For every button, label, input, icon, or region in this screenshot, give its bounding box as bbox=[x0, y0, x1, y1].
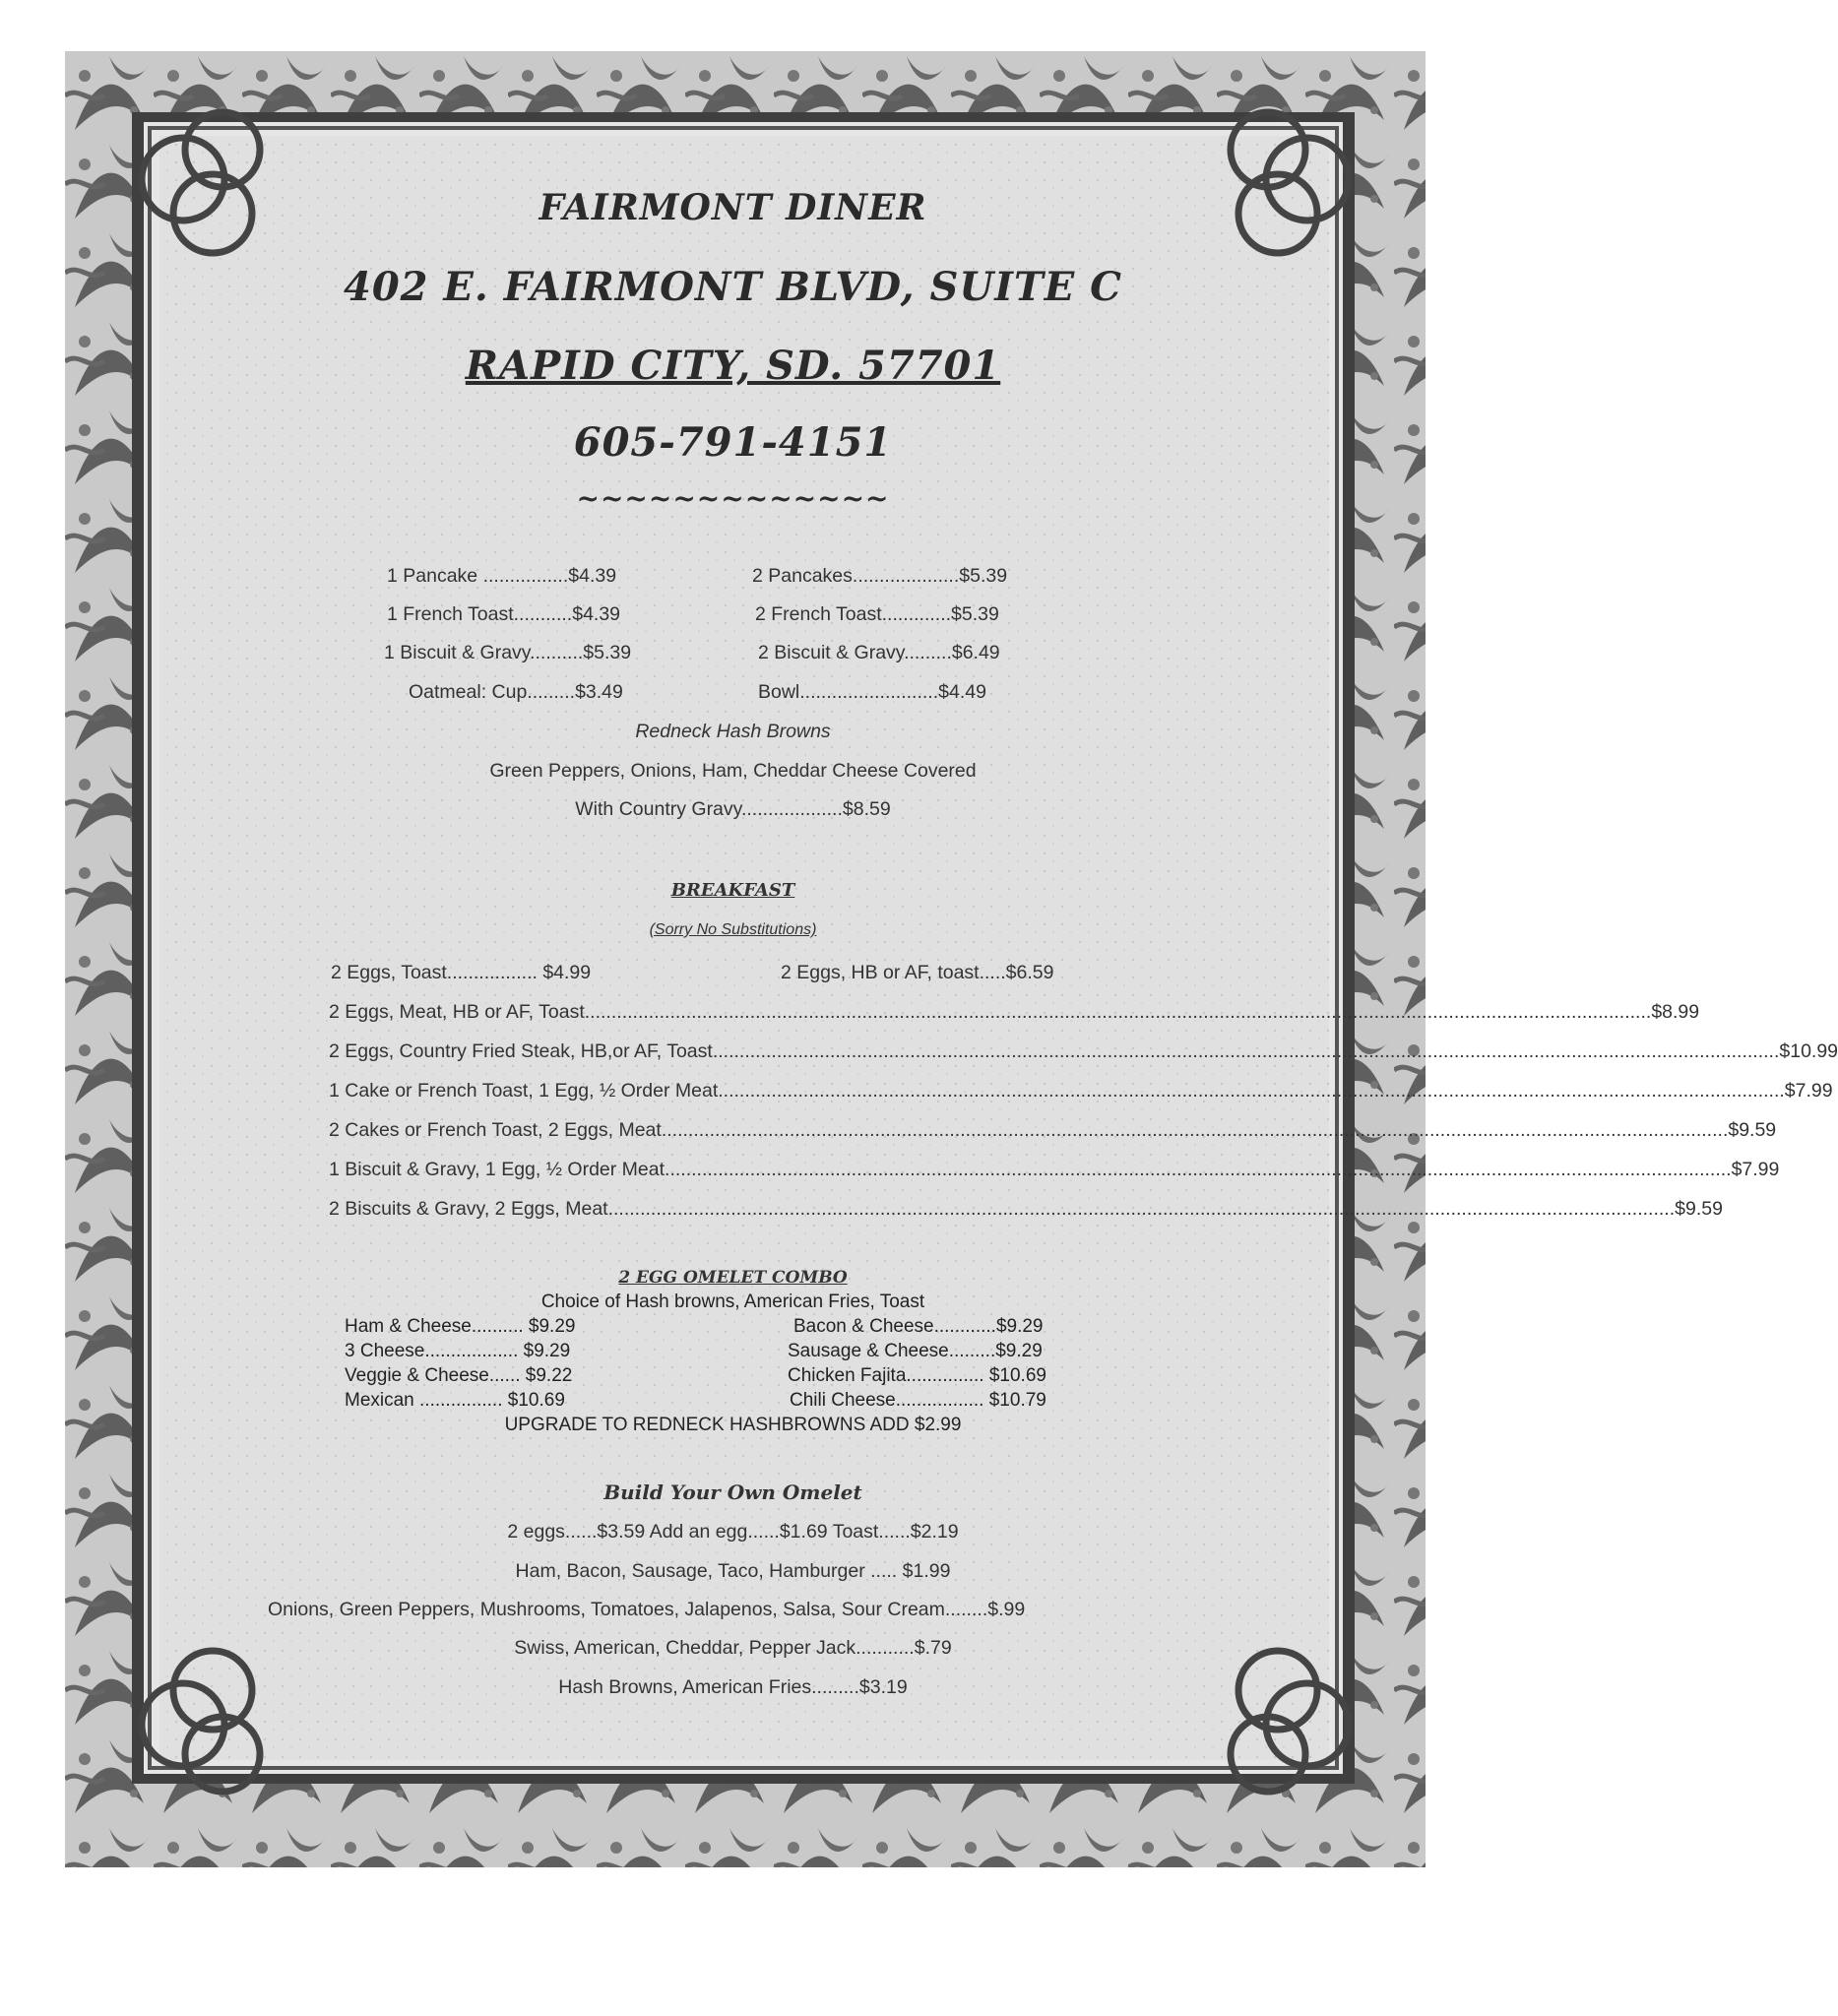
item-1-biscuit-gravy: 1 Biscuit & Gravy..........$5.39 bbox=[384, 642, 632, 663]
city-line: RAPID CITY, SD. 57701 bbox=[465, 343, 1001, 389]
omelet-combo-choice: Choice of Hash browns, American Fries, Toast bbox=[540, 1292, 925, 1312]
build-omelet-title: Build Your Own Omelet bbox=[603, 1480, 862, 1504]
breakfast-item-name: 2 Biscuits & Gravy, 2 Eggs, Meat bbox=[329, 1198, 608, 1220]
omelet-right-item: Chicken Fajita............... $10.69 bbox=[788, 1365, 1046, 1386]
breakfast-item-price: $10.99 bbox=[1779, 1040, 1838, 1062]
item-2-pancakes: 2 Pancakes....................$5.39 bbox=[752, 565, 1008, 587]
omelet-right-item: Sausage & Cheese.........$9.29 bbox=[788, 1341, 1043, 1361]
omelet-combo-title: 2 EGG OMELET COMBO bbox=[618, 1268, 848, 1288]
build-omelet-line: Onions, Green Peppers, Mushrooms, Tomatoes, Jalapenos, Salsa, Sour Cream........$.99 bbox=[268, 1599, 1026, 1620]
item-2-biscuit-gravy: 2 Biscuit & Gravy.........$6.49 bbox=[758, 642, 1000, 663]
breakfast-note: (Sorry No Substitutions) bbox=[649, 921, 817, 938]
dot-leader: ........................................................................................................................................................................................................ bbox=[718, 1080, 1785, 1102]
omelet-left-item: Veggie & Cheese...... $9.22 bbox=[345, 1365, 573, 1386]
breakfast-item bbox=[329, 1119, 1777, 1142]
breakfast-item-price: $7.99 bbox=[1784, 1080, 1833, 1102]
breakfast-item bbox=[329, 1198, 1723, 1221]
omelet-left-item: Mexican ................ $10.69 bbox=[345, 1390, 565, 1411]
item-1-french-toast: 1 French Toast...........$4.39 bbox=[387, 603, 621, 625]
breakfast-item bbox=[329, 1159, 1780, 1181]
breakfast-item-name: 2 Eggs, Meat, HB or AF, Toast bbox=[329, 1001, 585, 1023]
breakfast-item-name: 1 Biscuit & Gravy, 1 Egg, ½ Order Meat bbox=[329, 1159, 665, 1180]
breakfast-item-name: 2 Eggs, Country Fried Steak, HB,or AF, Toast bbox=[329, 1040, 713, 1062]
breakfast-item bbox=[329, 1040, 1838, 1063]
breakfast-item-price: $7.99 bbox=[1731, 1159, 1780, 1180]
dot-leader: ........................................................................................................................................................................................................ bbox=[665, 1159, 1732, 1180]
omelet-left-item: 3 Cheese.................. $9.29 bbox=[345, 1341, 571, 1361]
dot-leader: ........................................................................................................................................................................................................ bbox=[584, 1001, 1652, 1023]
phone-line: 605-791-4151 bbox=[573, 419, 893, 466]
item-oatmeal-bowl: Bowl..........................$4.49 bbox=[758, 681, 986, 703]
tilde-divider: ~~~~~~~~~~~~~ bbox=[576, 482, 890, 515]
item-2-french-toast: 2 French Toast.............$5.39 bbox=[755, 603, 999, 625]
breakfast-item-name: 2 Cakes or French Toast, 2 Eggs, Meat bbox=[329, 1119, 662, 1141]
breakfast-item-price: $9.59 bbox=[1675, 1198, 1723, 1220]
build-omelet-line: 2 eggs......$3.59 Add an egg......$1.69 Toast......$2.19 bbox=[507, 1521, 959, 1543]
omelet-upgrade: UPGRADE TO REDNECK HASHBROWNS ADD $2.99 bbox=[504, 1415, 962, 1435]
redneck-desc: Green Peppers, Onions, Ham, Cheddar Cheese Covered bbox=[489, 760, 977, 782]
omelet-left-item: Ham & Cheese.......... $9.29 bbox=[345, 1316, 576, 1337]
build-omelet-line: Swiss, American, Cheddar, Pepper Jack...........$.79 bbox=[514, 1637, 952, 1659]
redneck-price: With Country Gravy...................$8.59 bbox=[575, 798, 891, 820]
item-1-pancake: 1 Pancake ................$4.39 bbox=[387, 565, 617, 587]
breakfast-item bbox=[329, 1080, 1833, 1102]
breakfast-item bbox=[329, 1001, 1700, 1024]
omelet-right-item: Bacon & Cheese............$9.29 bbox=[793, 1316, 1044, 1337]
dot-leader: ........................................................................................................................................................................................................ bbox=[712, 1040, 1780, 1062]
dot-leader: ........................................................................................................................................................................................................ bbox=[607, 1198, 1676, 1220]
breakfast-item-name: 1 Cake or French Toast, 1 Egg, ½ Order Meat bbox=[329, 1080, 719, 1102]
build-omelet-line: Hash Browns, American Fries.........$3.19 bbox=[558, 1676, 908, 1698]
diner-name: FAIRMONT DINER bbox=[539, 187, 927, 228]
build-omelet-line: Ham, Bacon, Sausage, Taco, Hamburger ..... $1.99 bbox=[515, 1560, 951, 1582]
dot-leader: ........................................................................................................................................................................................................ bbox=[661, 1119, 1729, 1141]
breakfast-eggs-toast: 2 Eggs, Toast................. $4.99 bbox=[331, 962, 592, 983]
omelet-right-item: Chili Cheese................. $10.79 bbox=[790, 1390, 1046, 1411]
item-oatmeal-cup: Oatmeal: Cup.........$3.49 bbox=[409, 681, 623, 703]
redneck-title: Redneck Hash Browns bbox=[635, 721, 831, 742]
address-line: 402 E. FAIRMONT BLVD, SUITE C bbox=[343, 264, 1122, 310]
breakfast-item-price: $9.59 bbox=[1728, 1119, 1777, 1141]
breakfast-eggs-hb-toast: 2 Eggs, HB or AF, toast.....$6.59 bbox=[781, 962, 1054, 983]
breakfast-title: BREAKFAST bbox=[670, 880, 795, 901]
breakfast-item-price: $8.99 bbox=[1651, 1001, 1700, 1023]
